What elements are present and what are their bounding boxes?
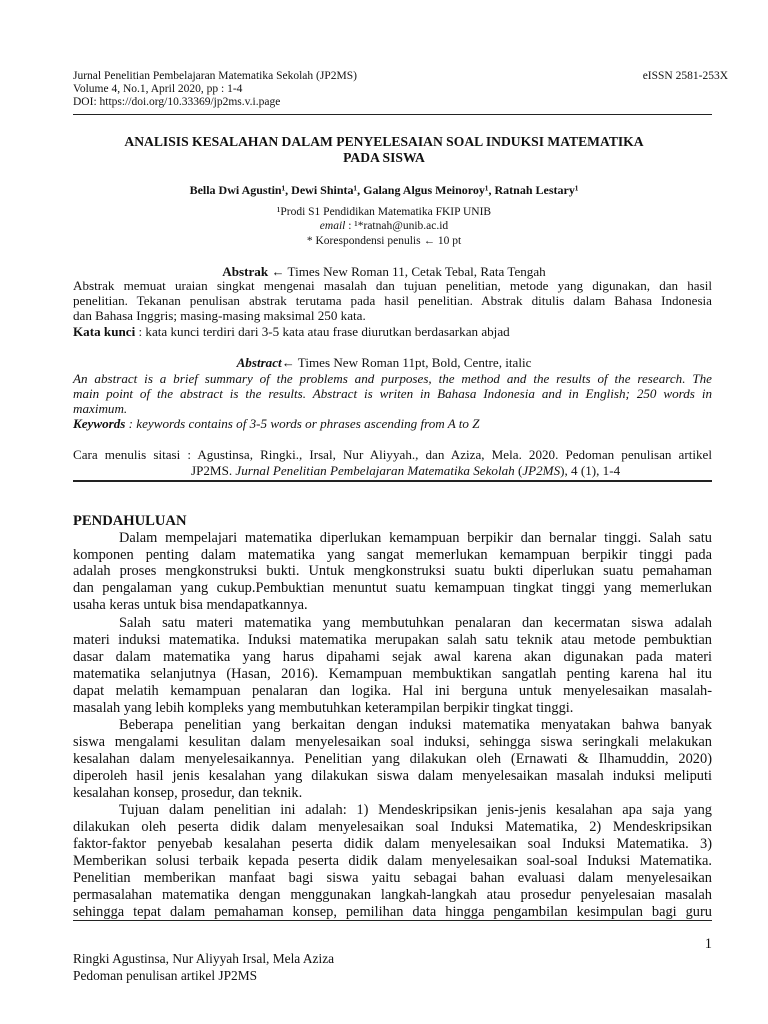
affiliation: ¹Prodi S1 Pendidikan Matematika FKIP UNIB (276, 206, 492, 218)
paragraph-4-line-7: sehingga tepat dalam pemahaman konsep, pemilihan data hingga pengambilan kesimpulan bagi guru (73, 904, 712, 920)
footer-subtitle: Pedoman penulisan artikel JP2MS (73, 968, 258, 983)
abstrak-heading (60, 264, 708, 279)
abstract-line-3: maximum. (73, 401, 128, 416)
keywords-text: : keywords contains of 3-5 words or phrases ascending from A to Z (125, 416, 480, 431)
abstract-line-1: An abstract is a brief summary of the problems and purposes, the method and the results of the research. The (73, 371, 712, 386)
citation-prefix: JP2MS. (191, 463, 236, 478)
paragraph-1-line-3: adalah proses mengkonstruksi bukti. Untuk mengkonstruksi suatu bukti diperlukan suatu pemahaman (73, 563, 712, 579)
citation-journal: Jurnal Penelitian Pembelajaran Matematika Sekolah (235, 463, 515, 478)
doi: DOI: https://doi.org/10.33369/jp2ms.v.i.page (73, 96, 281, 108)
abstract-heading-note: ← Times New Roman 11pt, Bold, Centre, italic (281, 355, 532, 370)
paragraph-1-line-1: Dalam mempelajari matematika diperlukan kemampuan berpikir dan bernalar tinggi. Salah satu (119, 530, 712, 546)
authors: Bella Dwi Agustin¹, Dewi Shinta¹, Galang Algus Meinoroy¹, Ratnah Lestary¹ (189, 183, 579, 197)
title-line-1: ANALISIS KESALAHAN DALAM PENYELESAIAN SOAL INDUKSI MATEMATIKA (124, 134, 644, 149)
header-rule (73, 114, 712, 115)
citation-open: ( (514, 463, 523, 478)
abstract-heading (60, 355, 708, 370)
email-line (60, 220, 708, 232)
citation-jp2ms: JP2MS (522, 463, 561, 478)
page-number: 1 (704, 936, 712, 952)
paragraph-2-line-5: dapat melatih kemampuan penalaran dan logika. Hal ini berguna untuk menyelesaikan masalah- (73, 683, 712, 699)
footer-authors: Ringki Agustinsa, Nur Aliyyah Irsal, Mela Aziza (73, 951, 335, 966)
paragraph-1-line-5: usaha keras untuk bisa mendapatkannya. (73, 597, 308, 613)
paragraph-3-line-1: Beberapa penelitian yang berkaitan dengan induksi matematika menyatakan bahwa banyak (119, 717, 712, 733)
paragraph-3-line-2: siswa mengalami kesulitan dalam menyelesaikan soal induksi, sehingga siswa seringkali melakukan (73, 734, 712, 750)
paragraph-2-line-3: dasar dalam matematika yang harus dipahami sejak awal karena akan digunakan pada materi (73, 649, 712, 665)
paragraph-4-line-4: Memberikan solusi terbaik kepada peserta didik dalam menyelesaikan soal-soal Induksi Matematika. (73, 853, 712, 869)
paragraph-4-line-1: Tujuan dalam penelitian ini adalah: 1) Mendeskripsikan jenis-jenis kesalahan apa saja yang (119, 802, 712, 818)
keywords-label: Keywords (73, 416, 126, 431)
abstrak-heading-label: Abstrak (222, 264, 269, 279)
paper-title (60, 134, 708, 166)
citation-tail: ), 4 (1), 1-4 (560, 463, 621, 478)
kata-kunci-text: : kata kunci terdiri dari 3-5 kata atau frase diurutkan berdasarkan abjad (135, 324, 510, 339)
paragraph-1-line-2: komponen penting dalam matematika yang sangat memerlukan kemampuan berpikir tinggi pada (73, 547, 712, 563)
paragraph-2-line-4: matematika selanjutnya (Hasan, 2016). Kemampuan membuktikan sangatlah penting karena hal itu (73, 666, 712, 682)
bottom-rule (73, 920, 712, 921)
paragraph-3-line-4: diperoleh hasil jenis kesalahan yang dilakukan siswa dalam menyelesaikan masalah induksi meliputi (73, 768, 712, 784)
paragraph-2-line-2: materi induksi matematika. Induksi matematika merupakan salah satu teknik atau metode pembuktian (73, 632, 712, 648)
paragraph-1-line-4: dan pengalaman yang cukup.Pembuktian menuntut suatu kemampuan tingkat tinggi yang memerlukan (73, 580, 712, 596)
eissn: eISSN 2581-253X (642, 70, 728, 82)
paragraph-4-line-3: faktor-faktor penyebab kesalahan peserta didik dalam menyelesaikan soal Induksi Matematika. 3) (73, 836, 712, 852)
abstract-rule (73, 480, 712, 482)
email-label: email (319, 220, 346, 232)
title-line-2: PADA SISWA (343, 150, 425, 165)
abstract-heading-label: Abstract (236, 355, 282, 370)
correspondence-note: * Korespondensi penulis ← 10 pt (306, 235, 462, 247)
paragraph-3-line-5: kesalahan konsep, prosedur, dan teknik. (73, 785, 303, 801)
section-heading: PENDAHULUAN (73, 513, 187, 529)
abstract-line-2: main point of the abstract is the results. Abstract is writen in Bahasa Indonesia and in English; 250 words in (73, 386, 712, 401)
paragraph-2-line-1: Salah satu materi matematika yang membutuhkan penalaran dan kecermatan siswa adalah (119, 615, 712, 631)
email-address[interactable]: : ¹*ratnah@unib.ac.id (345, 220, 449, 232)
abstrak-line-3: dan Bahasa Inggris; masing-masing maksimal 250 kata. (73, 308, 366, 323)
citation-line-1: Cara menulis sitasi : Agustinsa, Ringki., Irsal, Nur Aliyyah., dan Aziza, Mela. 2020. Pedoman penulisan artikel (73, 447, 712, 462)
abstrak-line-1: Abstrak memuat uraian singkat mengenai masalah dan tujuan penelitian, metode yang digunakan, dan hasil (73, 278, 712, 293)
keywords (73, 416, 480, 431)
paragraph-3-line-3: kesalahan dalam menyelesaikannya. Penelitian yang dilakukan oleh (Ernawati & Ilhamuddin, 2020) (73, 751, 712, 767)
citation-line-2 (191, 463, 620, 478)
volume-info: Volume 4, No.1, April 2020, pp : 1-4 (73, 83, 243, 95)
kata-kunci-label: Kata kunci (73, 324, 136, 339)
paragraph-4-line-6: permasalahan matematika dengan menggunakan langkah-langkah atau prosedur penyelesaian masalah (73, 887, 712, 903)
paragraph-4-line-2: dilakukan oleh peserta didik dalam menyelesaikan soal Induksi Matematika, 2) Mendeskripsikan (73, 819, 712, 835)
abstrak-line-2: penelitian. Tekanan penulisan abstrak terutama pada hasil penelitian. Abstrak ditulis dalam Bahasa Indonesia (73, 293, 712, 308)
paragraph-4-line-5: Penelitian memberikan manfaat bagi siswa yaitu sebagai bahan evaluasi dalam menyelesaikan (73, 870, 712, 886)
kata-kunci (73, 324, 510, 339)
paragraph-2-line-6: masalah yang lebih kompleks yang membutuhkan keterampilan berpikir tingkat tinggi. (73, 700, 574, 716)
abstrak-heading-note: ← Times New Roman 11, Cetak Tebal, Rata Tengah (268, 264, 546, 279)
journal-name: Jurnal Penelitian Pembelajaran Matematika Sekolah (JP2MS) (73, 70, 357, 82)
